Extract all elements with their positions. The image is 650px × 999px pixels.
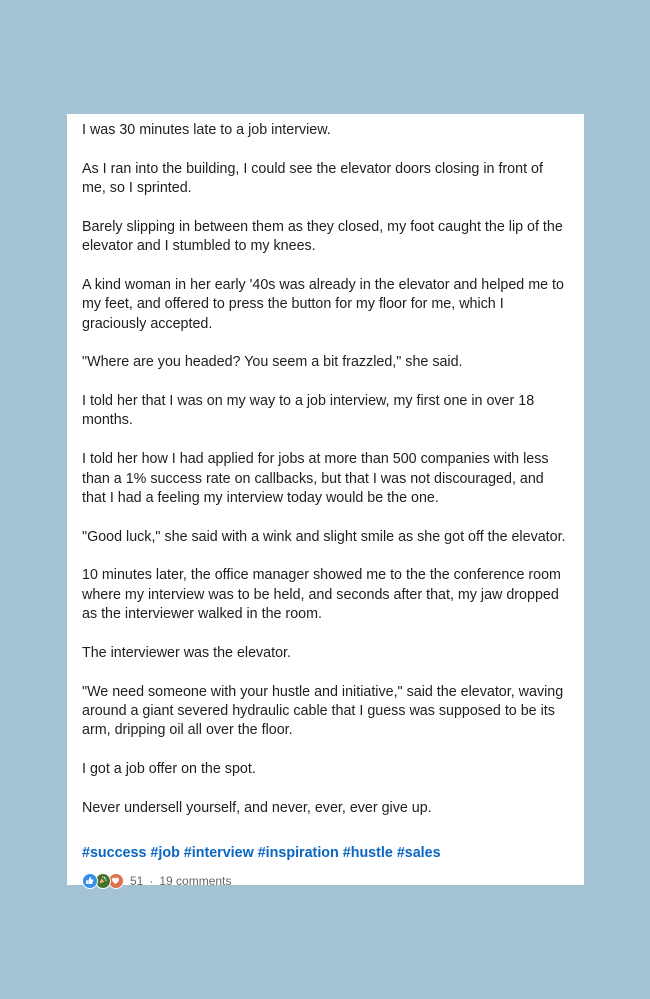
hashtag-job[interactable]: #job xyxy=(150,845,180,862)
post-paragraph-2: As I ran into the building, I could see the elevator doors closing in front of me, so I sprinted. xyxy=(82,160,543,197)
post-paragraph-9: 10 minutes later, the office manager showed me to the the conference room where my interview was to be held, and seconds after that, my jaw dropped as the interviewer walked in the room. xyxy=(82,567,561,623)
hashtag-inspiration[interactable]: #inspiration xyxy=(257,845,339,862)
post-paragraph-8: "Good luck," she said with a wink and slight smile as she got off the elevator. xyxy=(82,528,566,545)
hashtag-success[interactable]: #success xyxy=(82,845,147,862)
post-paragraph-6: I told her that I was on my way to a job interview, my first one in over 18 months. xyxy=(82,393,535,429)
social-counts-bar xyxy=(82,873,570,889)
comment-count-link[interactable]: 19 comments xyxy=(159,874,232,889)
post-paragraph-7: I told her how I had applied for jobs at more than 500 companies with less than a 1% success rate on callbacks, but that I was not discouraged, and that I had a feeling my interview today would be the one. xyxy=(82,451,549,506)
separator-dot: · xyxy=(149,874,154,889)
hashtag-interview[interactable]: #interview xyxy=(183,845,254,862)
hashtag-hustle[interactable]: #hustle xyxy=(342,845,393,862)
reaction-count[interactable]: 51 xyxy=(130,874,144,889)
post-paragraph-4: A kind woman in her early '40s was already in the elevator and helped me to my feet, and offered to press the button for my floor for me, which I graciously accepted. xyxy=(82,276,564,332)
post-card xyxy=(67,114,584,889)
hashtag-list xyxy=(82,844,570,863)
post-paragraph-11: "We need someone with your hustle and initiative," said the elevator, waving around a giant severed hydraulic cable that I guess was supposed to be its arm, dripping oil all over the floor. xyxy=(82,683,564,739)
hashtag-sales[interactable]: #sales xyxy=(396,845,441,862)
post-paragraph-13: Never undersell yourself, and never, ever, ever give up. xyxy=(82,799,432,816)
reaction-icons[interactable] xyxy=(82,873,121,889)
like-icon xyxy=(82,873,98,889)
post-paragraph-1: I was 30 minutes late to a job interview. xyxy=(82,122,331,138)
post-paragraph-3: Barely slipping in between them as they closed, my foot caught the lip of the elevator and I stumbled to my knees. xyxy=(82,218,563,255)
post-paragraph-10: The interviewer was the elevator. xyxy=(82,644,291,661)
post-paragraph-12: I got a job offer on the spot. xyxy=(82,761,256,778)
post-paragraph-5: "Where are you headed? You seem a bit frazzled," she said. xyxy=(82,354,463,371)
post-body xyxy=(82,121,570,818)
